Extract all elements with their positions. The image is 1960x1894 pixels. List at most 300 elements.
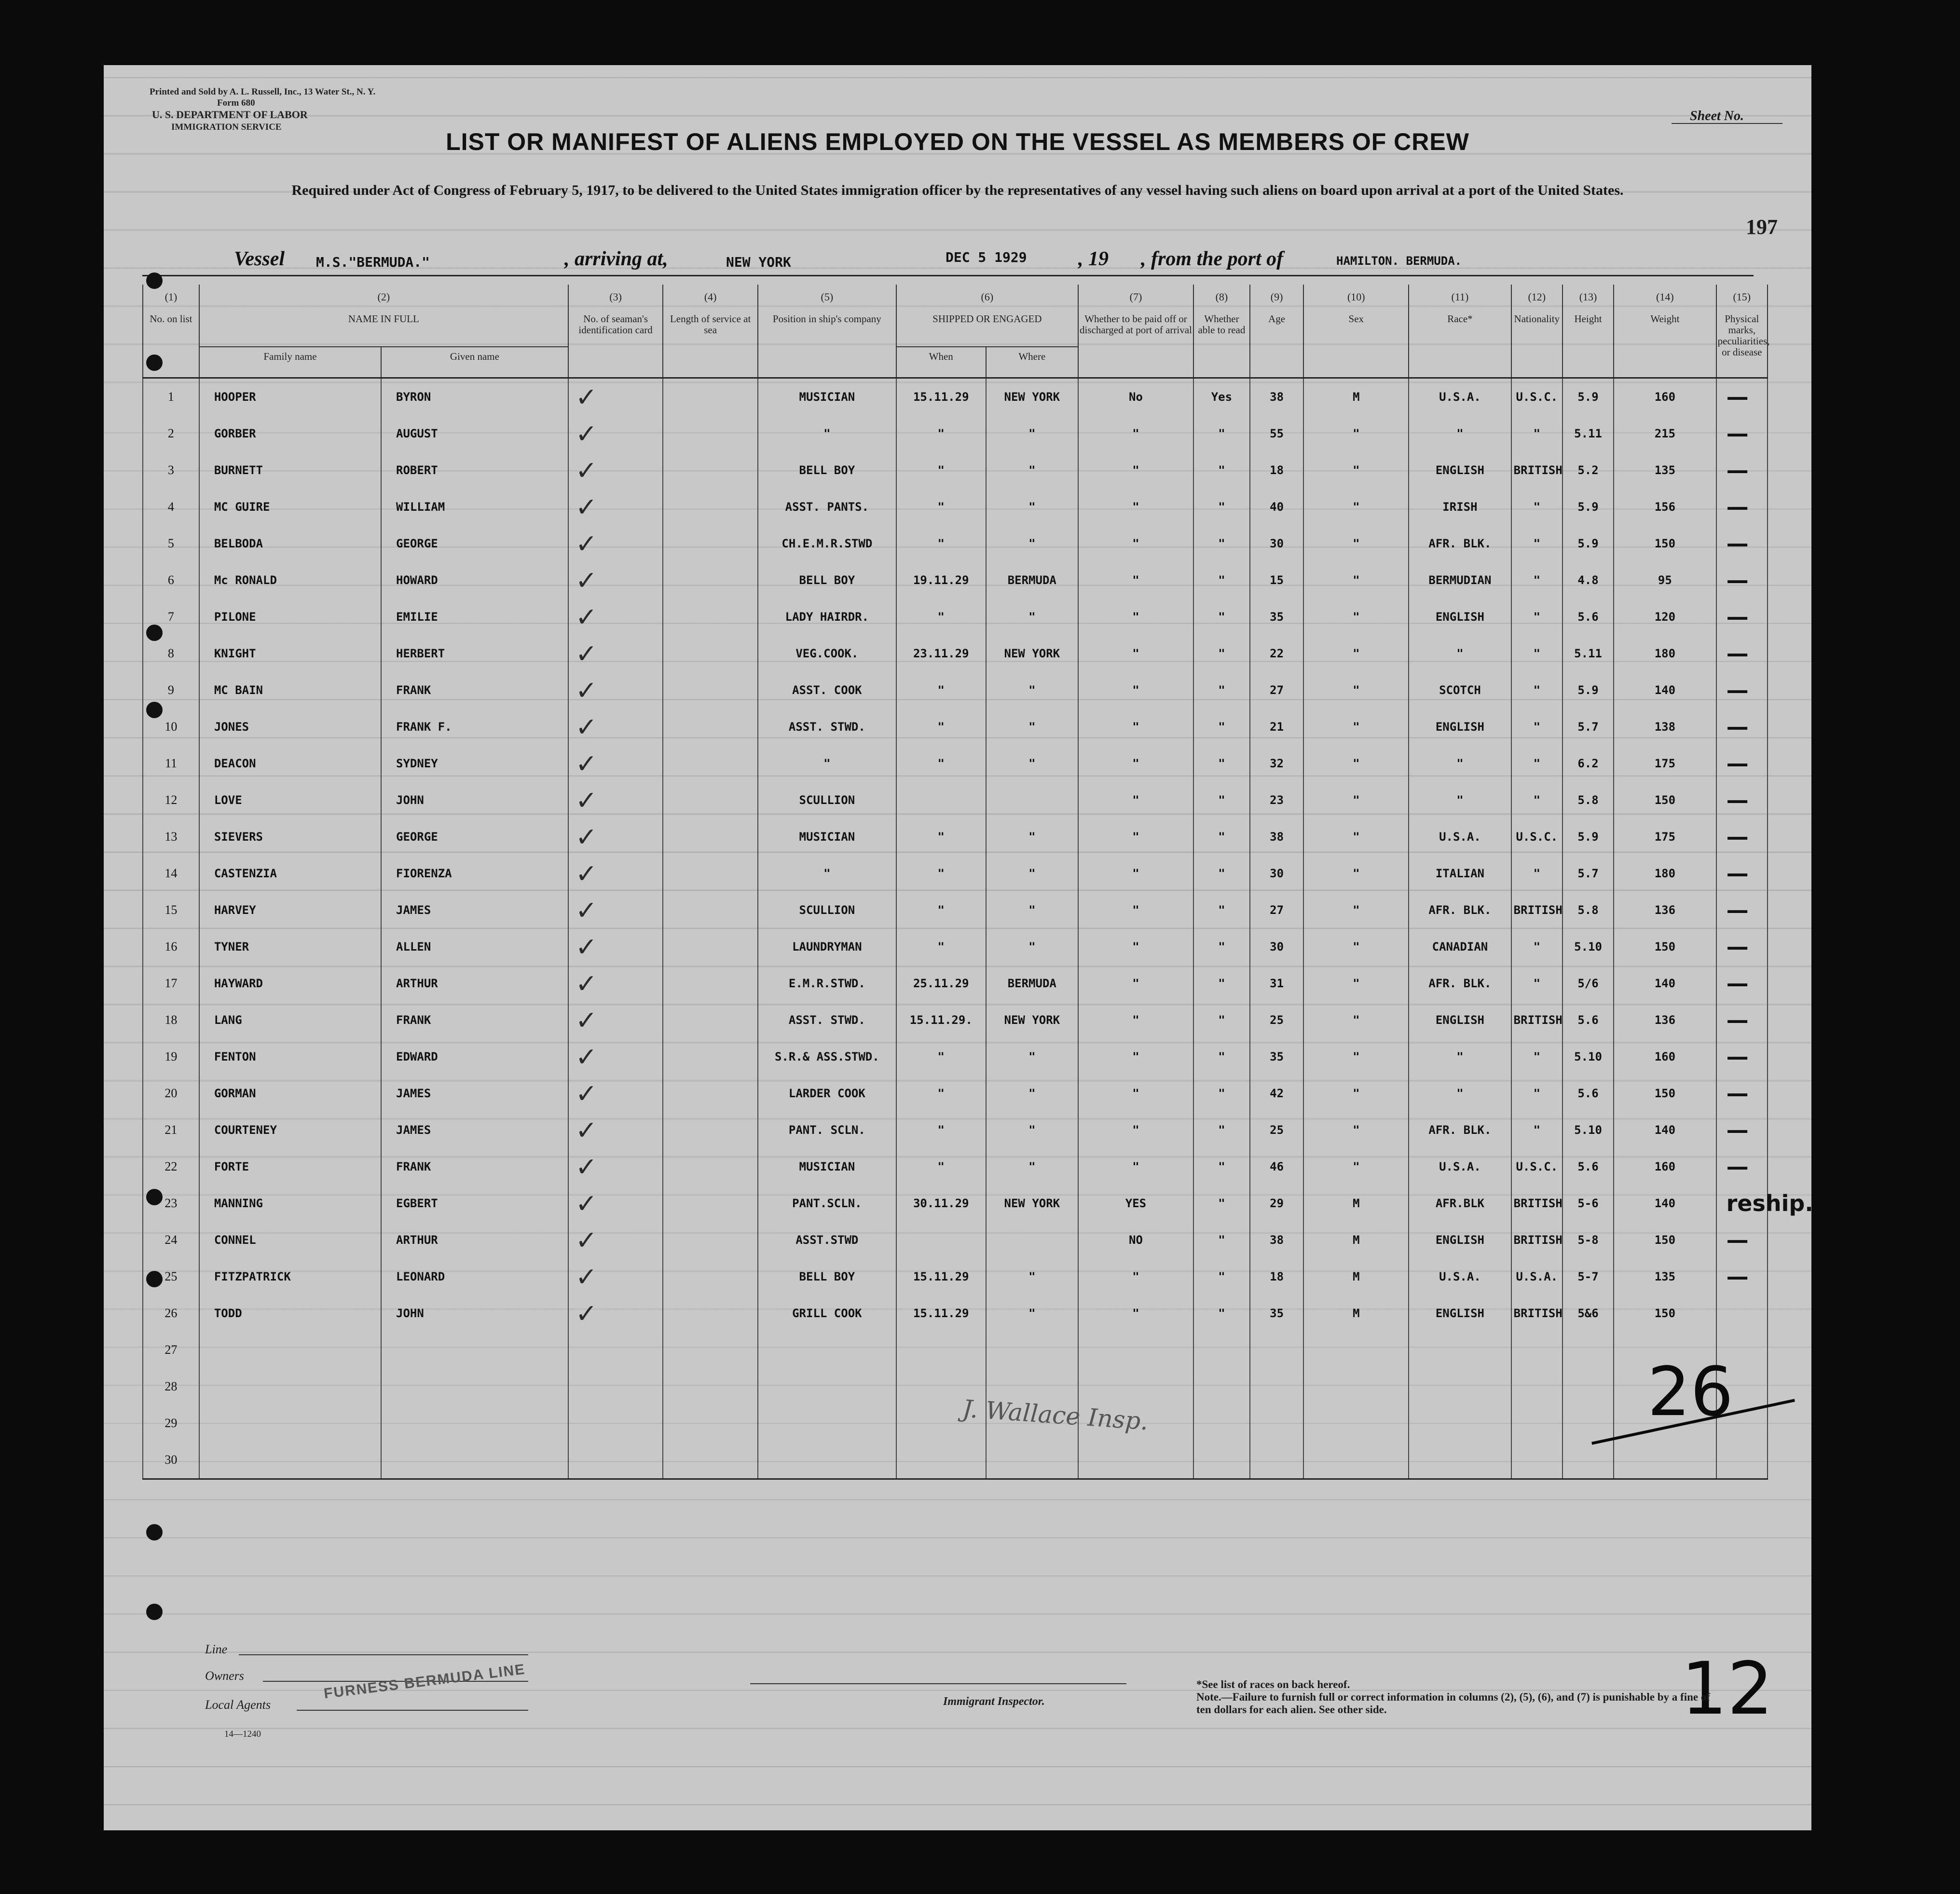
length-of-service-cell bbox=[663, 1258, 758, 1295]
height-cell: 5.9 bbox=[1563, 672, 1614, 709]
seaman-card-check-cell: ✓ bbox=[568, 1185, 663, 1222]
height-cell: 5.6 bbox=[1563, 1075, 1614, 1112]
length-of-service-cell bbox=[663, 709, 758, 745]
punch-hole bbox=[146, 1189, 163, 1205]
given-name-cell: GEORGE bbox=[381, 818, 568, 855]
height-cell: 5.11 bbox=[1563, 635, 1614, 672]
shipped-when-cell: " bbox=[896, 599, 986, 635]
header-given-name: Given name bbox=[381, 347, 568, 378]
table-row bbox=[143, 818, 1768, 855]
race-cell: AFR. BLK. bbox=[1409, 1112, 1511, 1148]
inspector-label: Immigrant Inspector. bbox=[943, 1695, 1045, 1708]
nationality-cell: " bbox=[1511, 525, 1563, 562]
header-position: Position in ship's company bbox=[758, 310, 896, 378]
sex-cell bbox=[1303, 1332, 1409, 1368]
position-cell bbox=[758, 1442, 896, 1479]
length-of-service-cell bbox=[663, 782, 758, 818]
age-cell: 25 bbox=[1250, 1002, 1304, 1038]
given-name-cell: GEORGE bbox=[381, 525, 568, 562]
table-row bbox=[143, 1442, 1768, 1479]
nationality-cell: BRITISH bbox=[1511, 452, 1563, 489]
age-cell: 23 bbox=[1250, 782, 1304, 818]
corner-number: 12 bbox=[1681, 1647, 1773, 1731]
age-cell: 35 bbox=[1250, 1295, 1304, 1332]
length-of-service-cell bbox=[663, 1075, 758, 1112]
sex-cell: " bbox=[1303, 782, 1409, 818]
age-cell: 25 bbox=[1250, 1112, 1304, 1148]
row-number-cell: 23 bbox=[143, 1185, 199, 1222]
row-number-cell: 28 bbox=[143, 1368, 199, 1405]
physical-marks-cell: — bbox=[1716, 1038, 1768, 1075]
agents-rule bbox=[297, 1710, 528, 1711]
position-cell: BELL BOY bbox=[758, 1258, 896, 1295]
vessel-name: M.S."BERMUDA." bbox=[316, 254, 430, 270]
weight-cell: 175 bbox=[1614, 818, 1716, 855]
age-cell: 35 bbox=[1250, 1038, 1304, 1075]
physical-marks-cell: — bbox=[1716, 525, 1768, 562]
paid-off-cell: " bbox=[1078, 1258, 1193, 1295]
header-sex: Sex bbox=[1303, 310, 1409, 378]
sex-cell: M bbox=[1303, 1258, 1409, 1295]
length-of-service-cell bbox=[663, 415, 758, 452]
position-cell: LADY HAIRDR. bbox=[758, 599, 896, 635]
weight-cell: 160 bbox=[1614, 378, 1716, 416]
age-cell: 21 bbox=[1250, 709, 1304, 745]
age-cell: 22 bbox=[1250, 635, 1304, 672]
family-name-cell: GORBER bbox=[199, 415, 381, 452]
seaman-card-check-cell: ✓ bbox=[568, 1002, 663, 1038]
position-cell: SCULLION bbox=[758, 892, 896, 928]
weight-cell: 156 bbox=[1614, 489, 1716, 525]
family-name-cell: BURNETT bbox=[199, 452, 381, 489]
age-cell: 35 bbox=[1250, 599, 1304, 635]
crew-manifest-table bbox=[142, 285, 1813, 1480]
row-number-cell: 21 bbox=[143, 1112, 199, 1148]
paid-off-cell: " bbox=[1078, 415, 1193, 452]
family-name-cell bbox=[199, 1405, 381, 1442]
seaman-card-check-cell: ✓ bbox=[568, 415, 663, 452]
able-to-read-cell: " bbox=[1193, 965, 1250, 1002]
table-row bbox=[143, 782, 1768, 818]
col-num-5: (5) bbox=[758, 285, 896, 310]
row-number-cell: 1 bbox=[143, 378, 199, 416]
family-name-cell: GORMAN bbox=[199, 1075, 381, 1112]
shipped-where-cell: " bbox=[986, 1038, 1078, 1075]
race-cell: BERMUDIAN bbox=[1409, 562, 1511, 599]
able-to-read-cell: " bbox=[1193, 562, 1250, 599]
shipped-where-cell: " bbox=[986, 709, 1078, 745]
length-of-service-cell bbox=[663, 1038, 758, 1075]
able-to-read-cell: " bbox=[1193, 1222, 1250, 1258]
family-name-cell: MC GUIRE bbox=[199, 489, 381, 525]
height-cell: 6.2 bbox=[1563, 745, 1614, 782]
able-to-read-cell: " bbox=[1193, 1295, 1250, 1332]
age-cell: 30 bbox=[1250, 525, 1304, 562]
table-row bbox=[143, 1295, 1768, 1332]
nationality-cell: " bbox=[1511, 1038, 1563, 1075]
position-cell: MUSICIAN bbox=[758, 818, 896, 855]
given-name-cell: EGBERT bbox=[381, 1185, 568, 1222]
age-cell: 38 bbox=[1250, 818, 1304, 855]
family-name-cell: TYNER bbox=[199, 928, 381, 965]
header-race: Race* bbox=[1409, 310, 1511, 378]
given-name-cell: SYDNEY bbox=[381, 745, 568, 782]
weight-cell: 150 bbox=[1614, 1222, 1716, 1258]
age-cell: 30 bbox=[1250, 928, 1304, 965]
given-name-cell: FIORENZA bbox=[381, 855, 568, 892]
shipped-when-cell: 23.11.29 bbox=[896, 635, 986, 672]
shipped-where-cell: " bbox=[986, 452, 1078, 489]
age-cell: 42 bbox=[1250, 1075, 1304, 1112]
paid-off-cell: " bbox=[1078, 1038, 1193, 1075]
seaman-card-check-cell: ✓ bbox=[568, 1258, 663, 1295]
weight-cell: 150 bbox=[1614, 1295, 1716, 1332]
height-cell: 5.9 bbox=[1563, 489, 1614, 525]
owners-label: Owners bbox=[205, 1669, 244, 1683]
shipped-where-cell bbox=[986, 1222, 1078, 1258]
weight-cell: 136 bbox=[1614, 892, 1716, 928]
weight-cell: 140 bbox=[1614, 1185, 1716, 1222]
position-cell: " bbox=[758, 745, 896, 782]
shipped-where-cell: " bbox=[986, 1258, 1078, 1295]
height-cell bbox=[1563, 1405, 1614, 1442]
age-cell: 31 bbox=[1250, 965, 1304, 1002]
punch-hole bbox=[146, 1524, 163, 1540]
able-to-read-cell: " bbox=[1193, 892, 1250, 928]
shipped-where-cell: NEW YORK bbox=[986, 635, 1078, 672]
physical-marks-cell: — bbox=[1716, 635, 1768, 672]
paid-off-cell: " bbox=[1078, 1295, 1193, 1332]
physical-marks-cell: — bbox=[1716, 1148, 1768, 1185]
date-stamp: DEC 5 1929 bbox=[946, 249, 1027, 265]
given-name-cell: EMILIE bbox=[381, 599, 568, 635]
family-name-cell: HOOPER bbox=[199, 378, 381, 416]
physical-marks-cell: — bbox=[1716, 672, 1768, 709]
row-number-cell: 16 bbox=[143, 928, 199, 965]
height-cell: 5.7 bbox=[1563, 855, 1614, 892]
header-physical-marks: Physical marks, peculiarities, or disease bbox=[1716, 310, 1768, 378]
weight-cell: 135 bbox=[1614, 452, 1716, 489]
physical-marks-cell: — bbox=[1716, 892, 1768, 928]
shipped-where-cell: " bbox=[986, 1148, 1078, 1185]
row-number-cell: 11 bbox=[143, 745, 199, 782]
length-of-service-cell bbox=[663, 1112, 758, 1148]
race-cell: U.S.A. bbox=[1409, 1148, 1511, 1185]
paid-off-cell: YES bbox=[1078, 1185, 1193, 1222]
physical-marks-cell: — bbox=[1716, 928, 1768, 965]
sex-cell: M bbox=[1303, 378, 1409, 416]
table-row bbox=[143, 745, 1768, 782]
able-to-read-cell: " bbox=[1193, 1148, 1250, 1185]
able-to-read-cell bbox=[1193, 1442, 1250, 1479]
seaman-card-check-cell: ✓ bbox=[568, 709, 663, 745]
punch-hole bbox=[146, 273, 163, 289]
length-of-service-cell bbox=[663, 965, 758, 1002]
table-row bbox=[143, 599, 1768, 635]
paid-off-cell: " bbox=[1078, 1148, 1193, 1185]
shipped-where-cell: " bbox=[986, 489, 1078, 525]
sex-cell: " bbox=[1303, 489, 1409, 525]
col-num-13: (13) bbox=[1563, 285, 1614, 310]
age-cell: 38 bbox=[1250, 1222, 1304, 1258]
paid-off-cell: " bbox=[1078, 818, 1193, 855]
seaman-card-check-cell: ✓ bbox=[568, 452, 663, 489]
nationality-cell: " bbox=[1511, 855, 1563, 892]
paid-off-cell: No bbox=[1078, 378, 1193, 416]
shipped-when-cell: 15.11.29 bbox=[896, 1295, 986, 1332]
nationality-cell: " bbox=[1511, 489, 1563, 525]
age-cell: 32 bbox=[1250, 745, 1304, 782]
header-shipped: SHIPPED OR ENGAGED bbox=[896, 310, 1078, 347]
physical-marks-cell: — bbox=[1716, 452, 1768, 489]
age-cell: 18 bbox=[1250, 452, 1304, 489]
seaman-card-check-cell: ✓ bbox=[568, 1075, 663, 1112]
inspector-rule-left bbox=[750, 1683, 953, 1684]
race-cell: " bbox=[1409, 1038, 1511, 1075]
nationality-cell: " bbox=[1511, 782, 1563, 818]
given-name-cell: ROBERT bbox=[381, 452, 568, 489]
shipped-where-cell bbox=[986, 782, 1078, 818]
table-row bbox=[143, 1368, 1768, 1405]
height-cell: 5.8 bbox=[1563, 782, 1614, 818]
age-cell bbox=[1250, 1368, 1304, 1405]
table-row bbox=[143, 1112, 1768, 1148]
given-name-cell: JAMES bbox=[381, 1112, 568, 1148]
table-row bbox=[143, 452, 1768, 489]
height-cell: 5.6 bbox=[1563, 1148, 1614, 1185]
sex-cell: " bbox=[1303, 1002, 1409, 1038]
given-name-cell: JAMES bbox=[381, 1075, 568, 1112]
shipped-when-cell: 15.11.29 bbox=[896, 378, 986, 416]
position-cell: MUSICIAN bbox=[758, 378, 896, 416]
given-name-cell: FRANK F. bbox=[381, 709, 568, 745]
row-number-cell: 18 bbox=[143, 1002, 199, 1038]
weight-cell: 138 bbox=[1614, 709, 1716, 745]
given-name-cell: ARTHUR bbox=[381, 1222, 568, 1258]
length-of-service-cell bbox=[663, 892, 758, 928]
race-cell: AFR. BLK. bbox=[1409, 965, 1511, 1002]
seaman-card-check-cell: ✓ bbox=[568, 378, 663, 416]
sex-cell: " bbox=[1303, 525, 1409, 562]
paid-off-cell: " bbox=[1078, 599, 1193, 635]
row-number-cell: 30 bbox=[143, 1442, 199, 1479]
seaman-card-check-cell: ✓ bbox=[568, 745, 663, 782]
position-cell: " bbox=[758, 855, 896, 892]
shipped-when-cell: 30.11.29 bbox=[896, 1185, 986, 1222]
able-to-read-cell: " bbox=[1193, 1002, 1250, 1038]
able-to-read-cell: Yes bbox=[1193, 378, 1250, 416]
race-cell: AFR. BLK. bbox=[1409, 892, 1511, 928]
header-age: Age bbox=[1250, 310, 1304, 378]
height-cell: 5.9 bbox=[1563, 818, 1614, 855]
length-of-service-cell bbox=[663, 452, 758, 489]
sex-cell: M bbox=[1303, 1295, 1409, 1332]
shipped-when-cell: 19.11.29 bbox=[896, 562, 986, 599]
nationality-cell bbox=[1511, 1332, 1563, 1368]
length-of-service-cell bbox=[663, 562, 758, 599]
race-cell: IRISH bbox=[1409, 489, 1511, 525]
page-number: 197 bbox=[1746, 215, 1778, 239]
height-cell: 5/6 bbox=[1563, 965, 1614, 1002]
paid-off-cell: NO bbox=[1078, 1222, 1193, 1258]
family-name-cell: FITZPATRICK bbox=[199, 1258, 381, 1295]
length-of-service-cell bbox=[663, 378, 758, 416]
race-cell: ENGLISH bbox=[1409, 1295, 1511, 1332]
seaman-card-check-cell: ✓ bbox=[568, 525, 663, 562]
family-name-cell: COURTENEY bbox=[199, 1112, 381, 1148]
arrival-port: NEW YORK bbox=[726, 254, 791, 270]
form-number: Form 680 bbox=[217, 98, 255, 108]
race-cell: AFR.BLK bbox=[1409, 1185, 1511, 1222]
given-name-cell bbox=[381, 1442, 568, 1479]
age-cell: 29 bbox=[1250, 1185, 1304, 1222]
weight-cell: 135 bbox=[1614, 1258, 1716, 1295]
table-row bbox=[143, 489, 1768, 525]
height-cell: 5.11 bbox=[1563, 415, 1614, 452]
length-of-service-cell bbox=[663, 1222, 758, 1258]
shipped-when-cell bbox=[896, 782, 986, 818]
length-of-service-cell bbox=[663, 525, 758, 562]
age-cell: 15 bbox=[1250, 562, 1304, 599]
paid-off-cell: " bbox=[1078, 562, 1193, 599]
row-number-cell: 14 bbox=[143, 855, 199, 892]
race-cell: ENGLISH bbox=[1409, 599, 1511, 635]
nationality-cell: " bbox=[1511, 599, 1563, 635]
race-cell: " bbox=[1409, 635, 1511, 672]
height-cell: 5.10 bbox=[1563, 1112, 1614, 1148]
voyage-line bbox=[142, 275, 1754, 276]
family-name-cell: TODD bbox=[199, 1295, 381, 1332]
length-of-service-cell bbox=[663, 1002, 758, 1038]
able-to-read-cell: " bbox=[1193, 1185, 1250, 1222]
col-num-9: (9) bbox=[1250, 285, 1304, 310]
col-num-10: (10) bbox=[1303, 285, 1409, 310]
race-cell: U.S.A. bbox=[1409, 378, 1511, 416]
sex-cell: " bbox=[1303, 599, 1409, 635]
shipped-where-cell: " bbox=[986, 525, 1078, 562]
position-cell: ASST. STWD. bbox=[758, 1002, 896, 1038]
row-number-cell: 15 bbox=[143, 892, 199, 928]
given-name-cell: ARTHUR bbox=[381, 965, 568, 1002]
length-of-service-cell bbox=[663, 1405, 758, 1442]
nationality-cell: U.S.C. bbox=[1511, 378, 1563, 416]
shipped-where-cell: NEW YORK bbox=[986, 1185, 1078, 1222]
length-of-service-cell bbox=[663, 1148, 758, 1185]
shipped-where-cell: " bbox=[986, 855, 1078, 892]
seaman-card-check-cell: ✓ bbox=[568, 562, 663, 599]
shipped-when-cell: " bbox=[896, 1038, 986, 1075]
seaman-card-check-cell: ✓ bbox=[568, 782, 663, 818]
position-cell bbox=[758, 1332, 896, 1368]
departure-port: HAMILTON. BERMUDA. bbox=[1336, 254, 1462, 268]
header-length-service: Length of service at sea bbox=[663, 310, 758, 378]
seaman-card-check-cell: ✓ bbox=[568, 1222, 663, 1258]
nationality-cell: " bbox=[1511, 635, 1563, 672]
position-cell: ASST.STWD bbox=[758, 1222, 896, 1258]
total-count: 26 bbox=[1647, 1353, 1734, 1431]
seaman-card-check-cell: ✓ bbox=[568, 1038, 663, 1075]
weight-cell: 175 bbox=[1614, 745, 1716, 782]
length-of-service-cell bbox=[663, 1368, 758, 1405]
family-name-cell: HARVEY bbox=[199, 892, 381, 928]
position-cell bbox=[758, 1405, 896, 1442]
row-number-cell: 10 bbox=[143, 709, 199, 745]
family-name-cell: FENTON bbox=[199, 1038, 381, 1075]
table-row bbox=[143, 635, 1768, 672]
shipped-when-cell: " bbox=[896, 892, 986, 928]
able-to-read-cell: " bbox=[1193, 1258, 1250, 1295]
shipped-when-cell bbox=[896, 1442, 986, 1479]
sex-cell: " bbox=[1303, 709, 1409, 745]
family-name-cell: JONES bbox=[199, 709, 381, 745]
race-cell bbox=[1409, 1368, 1511, 1405]
col-num-15: (15) bbox=[1716, 285, 1768, 310]
position-cell: LARDER COOK bbox=[758, 1075, 896, 1112]
race-cell: U.S.A. bbox=[1409, 818, 1511, 855]
length-of-service-cell bbox=[663, 599, 758, 635]
table-row bbox=[143, 892, 1768, 928]
col-num-8: (8) bbox=[1193, 285, 1250, 310]
age-cell: 30 bbox=[1250, 855, 1304, 892]
height-cell: 5&6 bbox=[1563, 1295, 1614, 1332]
able-to-read-cell: " bbox=[1193, 928, 1250, 965]
race-cell: ENGLISH bbox=[1409, 1002, 1511, 1038]
nationality-cell: BRITISH bbox=[1511, 1295, 1563, 1332]
seaman-card-check-cell: ✓ bbox=[568, 1148, 663, 1185]
paid-off-cell bbox=[1078, 1442, 1193, 1479]
shipped-where-cell: NEW YORK bbox=[986, 378, 1078, 416]
header-weight: Weight bbox=[1614, 310, 1716, 378]
race-cell bbox=[1409, 1405, 1511, 1442]
seaman-card-check-cell: ✓ bbox=[568, 928, 663, 965]
race-cell: AFR. BLK. bbox=[1409, 525, 1511, 562]
able-to-read-cell: " bbox=[1193, 709, 1250, 745]
able-to-read-cell: " bbox=[1193, 635, 1250, 672]
year-label: , 19 bbox=[1078, 248, 1109, 270]
able-to-read-cell: " bbox=[1193, 1075, 1250, 1112]
paid-off-cell: " bbox=[1078, 672, 1193, 709]
length-of-service-cell bbox=[663, 855, 758, 892]
shipped-when-cell: 15.11.29. bbox=[896, 1002, 986, 1038]
able-to-read-cell bbox=[1193, 1405, 1250, 1442]
shipped-when-cell: 25.11.29 bbox=[896, 965, 986, 1002]
able-to-read-cell bbox=[1193, 1332, 1250, 1368]
family-name-cell: MC BAIN bbox=[199, 672, 381, 709]
height-cell: 5.9 bbox=[1563, 525, 1614, 562]
weight-cell: 136 bbox=[1614, 1002, 1716, 1038]
position-cell: SCULLION bbox=[758, 782, 896, 818]
table-row bbox=[143, 1075, 1768, 1112]
sheet-no-label: Sheet No. bbox=[1690, 109, 1744, 123]
row-number-cell: 26 bbox=[143, 1295, 199, 1332]
height-cell: 5-7 bbox=[1563, 1258, 1614, 1295]
sex-cell: " bbox=[1303, 452, 1409, 489]
paid-off-cell: " bbox=[1078, 1075, 1193, 1112]
row-number-cell: 20 bbox=[143, 1075, 199, 1112]
family-name-cell: FORTE bbox=[199, 1148, 381, 1185]
table-body bbox=[143, 378, 1813, 1479]
seaman-card-check-cell: ✓ bbox=[568, 672, 663, 709]
shipped-when-cell: " bbox=[896, 855, 986, 892]
weight-cell: 150 bbox=[1614, 525, 1716, 562]
family-name-cell bbox=[199, 1442, 381, 1479]
length-of-service-cell bbox=[663, 635, 758, 672]
physical-marks-cell: — bbox=[1716, 1258, 1768, 1295]
shipped-where-cell: BERMUDA bbox=[986, 562, 1078, 599]
paid-off-cell: " bbox=[1078, 709, 1193, 745]
col-num-11: (11) bbox=[1409, 285, 1511, 310]
weight-cell bbox=[1614, 1442, 1716, 1479]
